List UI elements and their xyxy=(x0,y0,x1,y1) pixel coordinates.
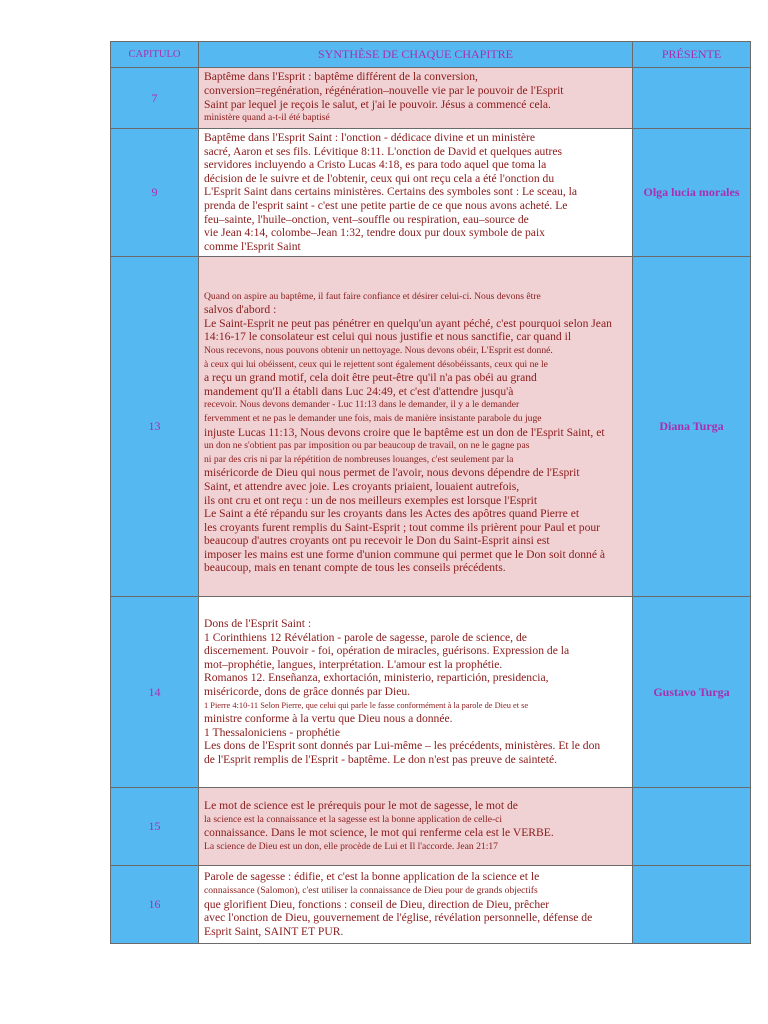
presenter-name: Olga lucia morales xyxy=(633,129,751,257)
synthesis-line: feu–sainte, l'huile–onction, vent–souffle ou respiration, eau–source de xyxy=(204,212,529,226)
chapter-synthesis xyxy=(199,866,633,944)
presenter-name xyxy=(633,788,751,866)
synthesis-line: vie Jean 4:14, colombe–Jean 1:32, tendre doux pur doux symbole de paix xyxy=(204,226,545,240)
synthesis-line: prenda de l'esprit saint - c'est une petite partie de ce que nous avons acheté. Le xyxy=(204,198,568,212)
synthesis-line: Les dons de l'Esprit sont donnés par Lui-même – les précédents, ministères. Et le don xyxy=(204,739,601,753)
header-row xyxy=(111,42,751,68)
synthesis-line: fervemment et ne pas le demander une fois, mais de manière insistante parabole du juge xyxy=(204,412,542,424)
synthesis-line: comme l'Esprit Saint xyxy=(204,239,301,253)
synthesis-line: salvos d'abord : xyxy=(204,303,277,317)
synthesis-line: à ceux qui lui obéissent, ceux qui le rejettent sont également désobéissants, ceux qui ne le xyxy=(204,358,548,370)
table-row xyxy=(111,788,751,866)
synthesis-line: beaucoup, mais en tenant compte de tous les conseils précédents. xyxy=(204,561,506,575)
synthesis-line: la science est la connaissance et la sagesse est la bonne application de celle-ci xyxy=(204,813,503,825)
synthesis-line: ministre conforme à la vertu que Dieu nous a donnée. xyxy=(204,712,453,726)
synthesis-line: recevoir. Nous devons demander - Luc 11:13 dans le demander, il y a le demander xyxy=(204,399,520,411)
synthesis-line: 14:16-17 le consolateur est celui qui nous justifie et nous sanctifie, car quand il xyxy=(204,330,572,344)
synthesis-line: décision de le suivre et de l'obtenir, ceux qui ont reçu cela a été l'onction du xyxy=(204,171,555,185)
synthesis-line: 1 Pierre 4:10-11 Selon Pierre, que celui qui parle le fasse conformément à la parole de Dieu et se xyxy=(204,700,529,710)
synthesis-line: Parole de sagesse : édifie, et c'est la bonne application de la science et le xyxy=(204,870,540,884)
presenter-name xyxy=(633,866,751,944)
synthesis-line: mot–prophétie, langues, interprétation. L'amour est la prophétie. xyxy=(204,657,503,671)
synthesis-line: discernement. Pouvoir - foi, opération de miracles, guérisons. Expression de la xyxy=(204,644,570,658)
chapter-number: 14 xyxy=(111,597,199,788)
synthesis-line: Esprit Saint, SAINT ET PUR. xyxy=(204,924,344,938)
synthesis-line: ni par des cris ni par la répétition de nombreuses louanges, c'est seulement par la xyxy=(204,453,514,465)
chapter-number: 16 xyxy=(111,866,199,944)
synthesis-line: miséricorde, dons de grâce donnés par Dieu. xyxy=(204,685,411,699)
synthesis-line: ils ont cru et ont reçu : un de nos meilleurs exemples est lorsque l'Esprit xyxy=(204,493,538,507)
chapter-synthesis xyxy=(199,788,633,866)
chapter-number: 15 xyxy=(111,788,199,866)
header-capitulo: CAPITULO xyxy=(111,42,199,68)
synthesis-line: sacré, Aaron et ses fils. Lévitique 8:11. L'onction de David et quelques autres xyxy=(204,144,563,158)
synthesis-line: injuste Lucas 11:13, Nous devons croire que le baptême est un don de l'Esprit Saint, et xyxy=(204,425,605,439)
chapter-synthesis xyxy=(199,129,633,257)
synthesis-line: conversion=regénération, régénération–nouvelle vie par le pouvoir de l'Esprit xyxy=(204,83,564,97)
synthesis-line: Nous recevons, nous pouvons obtenir un nettoyage. Nous devons obéir, L'Esprit est donné. xyxy=(204,344,553,356)
chapter-synthesis xyxy=(199,68,633,129)
header-synthese: SYNTHÈSE DE CHAQUE CHAPITRE xyxy=(199,42,633,68)
synthesis-line: Romanos 12. Enseñanza, exhortación, ministerio, repartición, presidencia, xyxy=(204,671,549,685)
chapter-number: 13 xyxy=(111,257,199,597)
chapter-synthesis xyxy=(199,597,633,788)
synthesis-line: un don ne s'obtient pas par imposition ou par beaucoup de travail, on ne le gagne pas xyxy=(204,440,530,452)
synthesis-line: 1 Corinthiens 12 Révélation - parole de sagesse, parole de science, de xyxy=(204,630,527,644)
synthesis-line: Quand on aspire au baptême, il faut faire confiance et désirer celui-ci. Nous devons être xyxy=(204,290,541,302)
chapter-number: 7 xyxy=(111,68,199,129)
synthesis-line: imposer les mains est une forme d'union commune qui permet que le Don soit donné à xyxy=(204,547,606,561)
table-row xyxy=(111,597,751,788)
synthesis-line: L'Esprit Saint dans certains ministères. Certains des symboles sont : Le sceau, la xyxy=(204,185,578,199)
table-row xyxy=(111,866,751,944)
table-row xyxy=(111,257,751,597)
presenter-name: Diana Turga xyxy=(633,257,751,597)
synthesis-line: connaissance (Salomon), c'est utiliser la connaissance de Dieu pour de grands objectifs xyxy=(204,884,538,896)
synthesis-line: La science de Dieu est un don, elle procède de Lui et Il l'accorde. Jean 21:17 xyxy=(204,840,498,852)
synthesis-line: miséricorde de Dieu qui nous permet de l'avoir, nous devons dépendre de l'Esprit xyxy=(204,466,580,480)
synthesis-line: de l'Esprit remplis de l'Esprit - baptême. Le don n'est pas preuve de sainteté. xyxy=(204,753,558,767)
synthesis-line: Le Saint-Esprit ne peut pas pénétrer en quelqu'un ayant péché, c'est pourquoi selon Jean xyxy=(204,316,612,330)
table-row xyxy=(111,68,751,129)
synthesis-line: les croyants furent remplis du Saint-Esprit ; tout comme ils prièrent pour Paul et pour xyxy=(204,520,601,534)
presenter-name xyxy=(633,68,751,129)
synthesis-line: Baptême dans l'Esprit : baptême différent de la conversion, xyxy=(204,70,478,84)
chapter-synthesis xyxy=(199,257,633,597)
presenter-name: Gustavo Turga xyxy=(633,597,751,788)
synthesis-line: mandement qu'Il a établi dans Luc 24:49, et c'est d'attendre jusqu'à xyxy=(204,384,514,398)
synthesis-line: Le Saint a été répandu sur les croyants dans les Actes des apôtres quand Pierre et xyxy=(204,507,580,521)
synthesis-line: beaucoup d'autres croyants ont pu recevoir le Don du Saint-Esprit ainsi est xyxy=(204,534,550,548)
synthesis-line: connaissance. Dans le mot science, le mot qui renferme cela est le VERBE. xyxy=(204,826,554,840)
synthesis-line: que glorifient Dieu, fonctions : conseil de Dieu, direction de Dieu, prêcher xyxy=(204,897,550,911)
synthesis-line: Saint, et attendre avec joie. Les croyants priaient, louaient autrefois, xyxy=(204,479,520,493)
synthesis-line: ministère quand a-t-il été baptisé xyxy=(204,112,330,124)
table-row xyxy=(111,129,751,257)
synthesis-line: Baptême dans l'Esprit Saint : l'onction - dédicace divine et un ministère xyxy=(204,131,535,144)
synthesis-line: Saint par lequel je reçois le salut, et j'ai le pouvoir. Jésus a commencé cela. xyxy=(204,97,551,111)
synthesis-line: avec l'onction de Dieu, gouvernement de l'église, révélation personnelle, défense de xyxy=(204,911,593,925)
chapter-number: 9 xyxy=(111,129,199,257)
synthesis-table xyxy=(110,41,751,944)
synthesis-line: servidores incluyendo a Cristo Lucas 4:18, es para todo aquel que toma la xyxy=(204,158,547,172)
synthesis-line: a reçu un grand motif, cela doit être peut-être qu'il n'a pas obéi au grand xyxy=(204,371,537,385)
header-presente: PRÉSENTE xyxy=(633,42,751,68)
synthesis-line: 1 Thessaloniciens - prophétie xyxy=(204,725,340,739)
synthesis-line: Dons de l'Esprit Saint : xyxy=(204,617,312,631)
synthesis-line: Le mot de science est le prérequis pour le mot de sagesse, le mot de xyxy=(204,799,518,813)
